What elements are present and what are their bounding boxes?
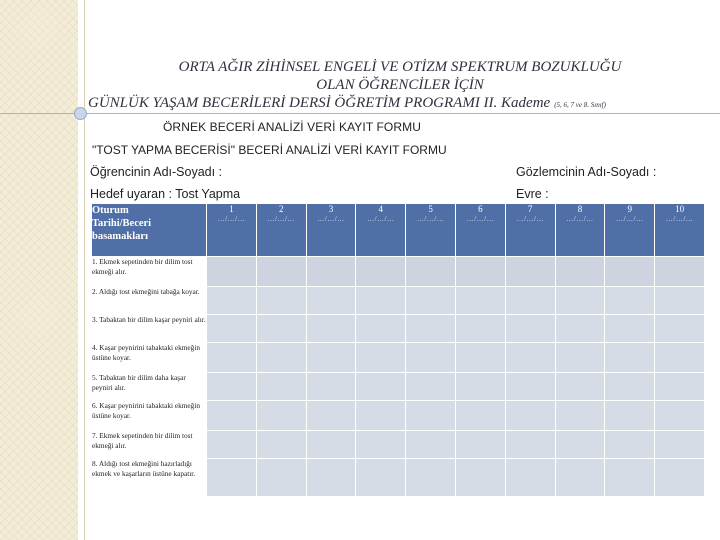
record-cell[interactable] <box>356 459 406 497</box>
record-cell[interactable] <box>406 459 456 497</box>
record-cell[interactable] <box>306 459 356 497</box>
record-cell[interactable] <box>406 315 456 343</box>
step-label-1: 1. Ekmek sepetinden bir dilim tost ekmeği alır. <box>92 257 207 287</box>
step-label-5: 5. Tabaktan bir dilim daha kaşar peyniri alır. <box>92 373 207 401</box>
session-header-3 <box>306 204 356 257</box>
session-number: 5 <box>428 204 433 214</box>
corner-line-2: Tarihi/Beceri <box>92 218 152 229</box>
record-cell[interactable] <box>256 373 306 401</box>
session-header-7 <box>505 204 555 257</box>
record-cell[interactable] <box>655 373 705 401</box>
table-row <box>92 315 705 343</box>
record-cell[interactable] <box>455 343 505 373</box>
step-label-2: 2. Aldığı tost ekmeğini tabağa koyar. <box>92 287 207 315</box>
record-cell[interactable] <box>356 373 406 401</box>
record-cell[interactable] <box>555 343 605 373</box>
session-date-placeholder: …/…/… <box>267 215 295 223</box>
record-cell[interactable] <box>406 287 456 315</box>
session-date-placeholder: …/…/… <box>466 215 495 223</box>
session-date-placeholder: …/…/… <box>367 215 395 223</box>
record-cell[interactable] <box>207 431 257 459</box>
record-cell[interactable] <box>655 315 705 343</box>
title-line-1: ORTA AĞIR ZİHİNSEL ENGELİ VE OTİZM SPEKTRUM BOZUKLUĞU <box>178 59 622 75</box>
step-label-4: 4. Kaşar peynirini tabaktaki ekmeğin üstüne koyar. <box>92 343 207 373</box>
record-cell[interactable] <box>406 401 456 431</box>
session-header-2 <box>256 204 306 257</box>
step-label-3: 3. Tabaktan bir dilim kaşar peyniri alır. <box>92 315 207 343</box>
target-stimulus-label: Hedef uyaran : Tost Yapma <box>90 187 241 201</box>
session-number: 8 <box>577 204 583 214</box>
phase-label: Evre : <box>516 187 549 201</box>
record-cell[interactable] <box>555 431 605 459</box>
record-cell[interactable] <box>256 257 306 287</box>
table-body <box>92 257 705 497</box>
student-name-label: Öğrencinin Adı-Soyadı : <box>90 165 223 179</box>
skill-analysis-table <box>91 203 705 497</box>
record-cell[interactable] <box>256 343 306 373</box>
title-line-3 <box>88 94 606 114</box>
record-cell[interactable] <box>555 459 605 497</box>
record-cell[interactable] <box>505 287 555 315</box>
record-cell[interactable] <box>455 315 505 343</box>
form-title: ÖRNEK BECERİ ANALİZİ VERİ KAYIT FORMU <box>163 120 421 134</box>
session-date-placeholder: …/…/… <box>416 215 445 223</box>
session-number: 2 <box>278 204 284 214</box>
session-header-10 <box>655 204 705 257</box>
corner-line-3: basamakları <box>92 231 149 242</box>
record-cell[interactable] <box>505 343 555 373</box>
corner-header <box>92 204 207 257</box>
table-row <box>92 343 705 373</box>
session-number: 3 <box>328 204 334 214</box>
session-header-1 <box>207 204 257 257</box>
record-cell[interactable] <box>306 373 356 401</box>
sub-title: "TOST YAPMA BECERİSİ" BECERİ ANALİZİ VERİ KAYIT FORMU <box>92 143 447 157</box>
record-cell[interactable] <box>256 401 306 431</box>
record-cell[interactable] <box>256 315 306 343</box>
session-header-4 <box>356 204 406 257</box>
record-cell[interactable] <box>505 401 555 431</box>
record-cell[interactable] <box>455 401 505 431</box>
record-cell[interactable] <box>406 373 456 401</box>
session-date-placeholder: …/…/… <box>616 215 644 223</box>
record-cell[interactable] <box>207 315 257 343</box>
record-cell[interactable] <box>505 373 555 401</box>
session-number: 1 <box>229 204 234 214</box>
record-cell[interactable] <box>207 257 257 287</box>
session-date-placeholder: …/…/… <box>566 215 594 223</box>
record-cell[interactable] <box>505 459 555 497</box>
record-cell[interactable] <box>655 401 705 431</box>
record-cell[interactable] <box>505 431 555 459</box>
record-cell[interactable] <box>605 257 655 287</box>
record-cell[interactable] <box>356 431 406 459</box>
record-cell[interactable] <box>505 315 555 343</box>
step-label-6: 6. Kaşar peynirini tabaktaki ekmeğin üstüne koyar. <box>92 401 207 431</box>
record-cell[interactable] <box>505 257 555 287</box>
bullet-dot-icon <box>74 107 87 120</box>
record-cell[interactable] <box>406 257 456 287</box>
table-row <box>92 431 705 459</box>
record-cell[interactable] <box>605 343 655 373</box>
record-cell[interactable] <box>306 315 356 343</box>
session-number: 9 <box>627 204 633 214</box>
session-date-placeholder: …/…/… <box>217 215 246 223</box>
record-cell[interactable] <box>256 459 306 497</box>
record-cell[interactable] <box>605 287 655 315</box>
record-cell[interactable] <box>555 315 605 343</box>
record-cell[interactable] <box>306 431 356 459</box>
session-date-placeholder: …/…/… <box>317 215 345 223</box>
record-cell[interactable] <box>455 459 505 497</box>
session-header-9 <box>605 204 655 257</box>
record-cell[interactable] <box>306 257 356 287</box>
record-cell[interactable] <box>605 315 655 343</box>
session-header-5 <box>406 204 456 257</box>
session-header-8 <box>555 204 605 257</box>
record-cell[interactable] <box>256 431 306 459</box>
record-cell[interactable] <box>207 373 257 401</box>
record-cell[interactable] <box>605 431 655 459</box>
record-cell[interactable] <box>555 287 605 315</box>
step-label-8: 8. Aldığı tost ekmeğini hazırladığı ekmek ve kaşarların üstüne kapatır. <box>92 459 207 497</box>
corner-line-1: Oturum <box>92 205 129 216</box>
record-cell[interactable] <box>207 459 257 497</box>
table-row <box>92 401 705 431</box>
record-cell[interactable] <box>306 401 356 431</box>
record-cell[interactable] <box>356 257 406 287</box>
record-cell[interactable] <box>555 373 605 401</box>
record-cell[interactable] <box>306 343 356 373</box>
session-date-placeholder: …/…/… <box>516 215 544 223</box>
session-number: 7 <box>527 204 533 214</box>
record-cell[interactable] <box>655 287 705 315</box>
record-cell[interactable] <box>356 287 406 315</box>
record-cell[interactable] <box>207 401 257 431</box>
step-label-7: 7. Ekmek sepetinden bir dilim tost ekmeği alır. <box>92 431 207 459</box>
record-cell[interactable] <box>207 343 257 373</box>
table-row <box>92 257 705 287</box>
record-cell[interactable] <box>555 401 605 431</box>
record-cell[interactable] <box>455 287 505 315</box>
record-cell[interactable] <box>356 401 406 431</box>
session-number: 10 <box>675 204 685 214</box>
record-cell[interactable] <box>455 373 505 401</box>
session-number: 6 <box>478 204 483 214</box>
record-cell[interactable] <box>356 343 406 373</box>
record-cell[interactable] <box>207 287 257 315</box>
record-cell[interactable] <box>356 315 406 343</box>
title-line-3-text: GÜNLÜK YAŞAM BECERİLERİ DERSİ ÖĞRETİM PROGRAMI II. Kademe <box>88 95 551 111</box>
table-header-row <box>92 204 705 257</box>
table-row <box>92 459 705 497</box>
observer-name-label: Gözlemcinin Adı-Soyadı : <box>516 165 657 179</box>
record-cell[interactable] <box>605 401 655 431</box>
left-decorative-band <box>0 0 78 540</box>
session-date-placeholder: …/…/… <box>665 215 694 223</box>
record-cell[interactable] <box>406 431 456 459</box>
record-cell[interactable] <box>605 373 655 401</box>
record-cell[interactable] <box>455 431 505 459</box>
title-line-2: OLAN ÖĞRENCİLER İÇİN <box>316 77 484 93</box>
record-cell[interactable] <box>555 257 605 287</box>
record-cell[interactable] <box>655 459 705 497</box>
session-header-6 <box>455 204 505 257</box>
title-line-3-note: (5, 6, 7 ve 8. Sınıf) <box>554 101 606 109</box>
record-cell[interactable] <box>655 257 705 287</box>
record-cell[interactable] <box>655 431 705 459</box>
record-cell[interactable] <box>406 343 456 373</box>
record-cell[interactable] <box>605 459 655 497</box>
session-number: 4 <box>378 204 384 214</box>
record-cell[interactable] <box>655 343 705 373</box>
table-row <box>92 287 705 315</box>
record-cell[interactable] <box>455 257 505 287</box>
record-cell[interactable] <box>306 287 356 315</box>
record-cell[interactable] <box>256 287 306 315</box>
table-row <box>92 373 705 401</box>
